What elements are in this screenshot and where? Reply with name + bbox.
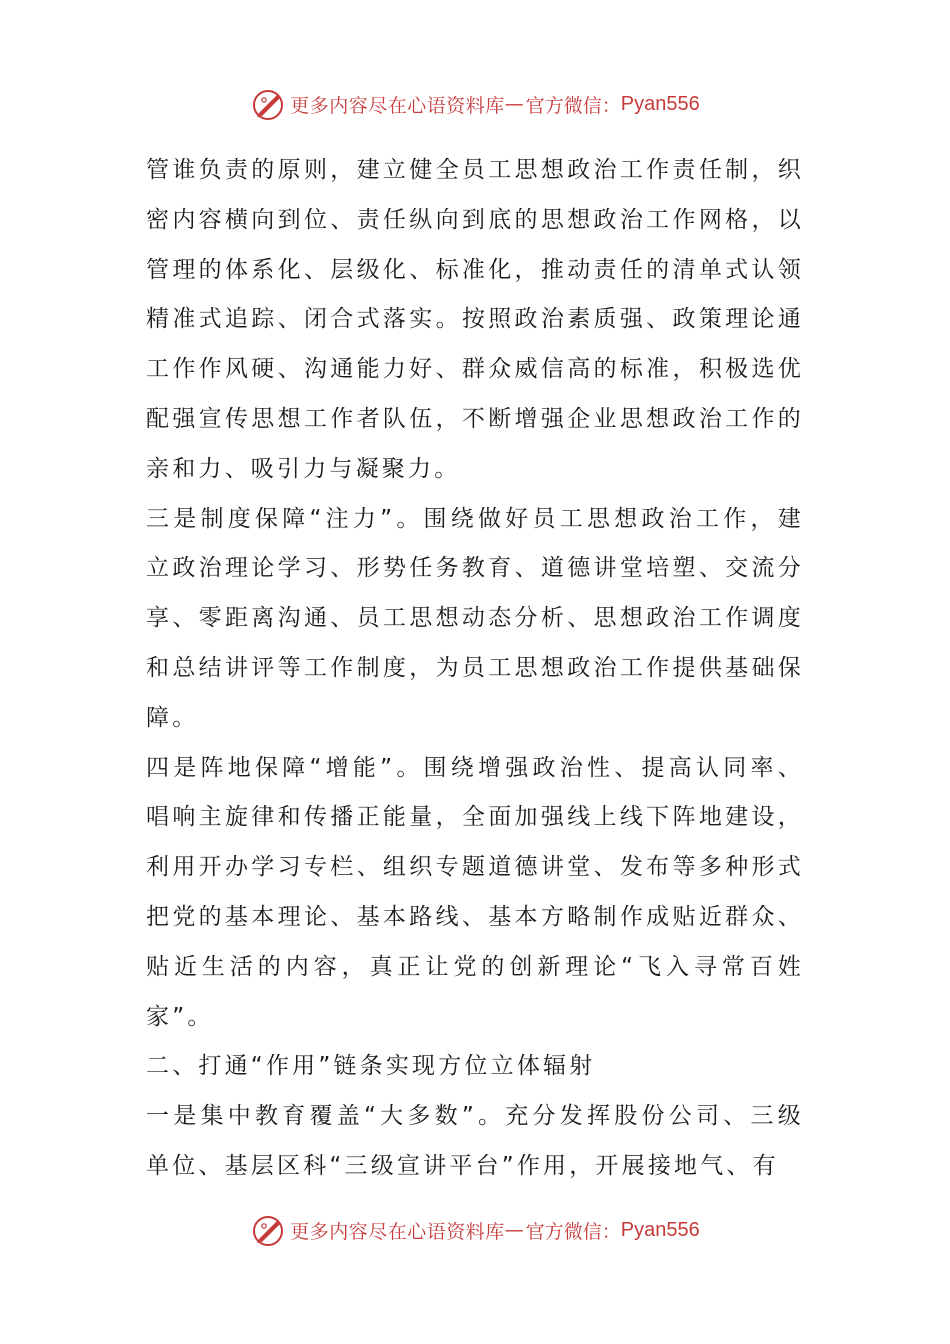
footer-watermark [0,1210,950,1250]
watermark-separator: — [504,1219,524,1241]
pen-logo-icon [250,1212,286,1248]
watermark-brand-text: 更多内容尽在心语资料库 [290,1220,505,1243]
watermark-brand-text: 更多内容尽在心语资料库 [290,94,505,117]
watermark-separator: — [504,93,524,115]
watermark-wechat-id: Pyan556 [620,92,700,115]
watermark-wechat-id: Pyan556 [620,1218,700,1241]
paragraph: 三是制度保障“注力”。围绕做好员工思想政治工作，建立政治理论学习、形势任务教育、道德讲堂培塑、交流分享、零距离沟通、员工思想动态分析、思想政治工作调度和总结讲评等工作制度，为员工思想政治工作提供基础保障。 [146,505,804,731]
paragraph: 一是集中教育覆盖“大多数”。充分发挥股份公司、三级单位、基层区科“三级宣讲平台”作用，开展接地气、有 [146,1103,804,1179]
section-heading: 二、打通“作用”链条实现方位立体辐射 [146,1053,596,1080]
paragraph: 四是阵地保障“增能”。围绕增强政治性、提高认同率、唱响主旋律和传播正能量，全面加强线上线下阵地建设，利用开办学习专栏、组织专题道德讲堂、发布等多种形式把党的基本理论、基本路线、基本方略制作成贴近群众、贴近生活的内容，真正让党的创新理论“飞入寻常百姓家”。 [146,754,804,1030]
watermark-wechat-label: 官方微信： [525,1220,621,1243]
pen-logo-icon [250,86,286,122]
header-watermark [0,84,950,124]
watermark-wechat-label: 官方微信： [525,94,621,117]
document-body [146,146,804,1192]
paragraph: 管谁负责的原则，建立健全员工思想政治工作责任制，织密内容横向到位、责任纵向到底的思想政治工作网格，以管理的体系化、层级化、标准化，推动责任的清单式认领精准式追踪、闭合式落实。按照政治素质强、政策理论通工作作风硬、沟通能力好、群众威信高的标准，积极选优配强宣传思想工作者队伍，不断增强企业思想政治工作的亲和力、吸引力与凝聚力。 [146,157,804,482]
